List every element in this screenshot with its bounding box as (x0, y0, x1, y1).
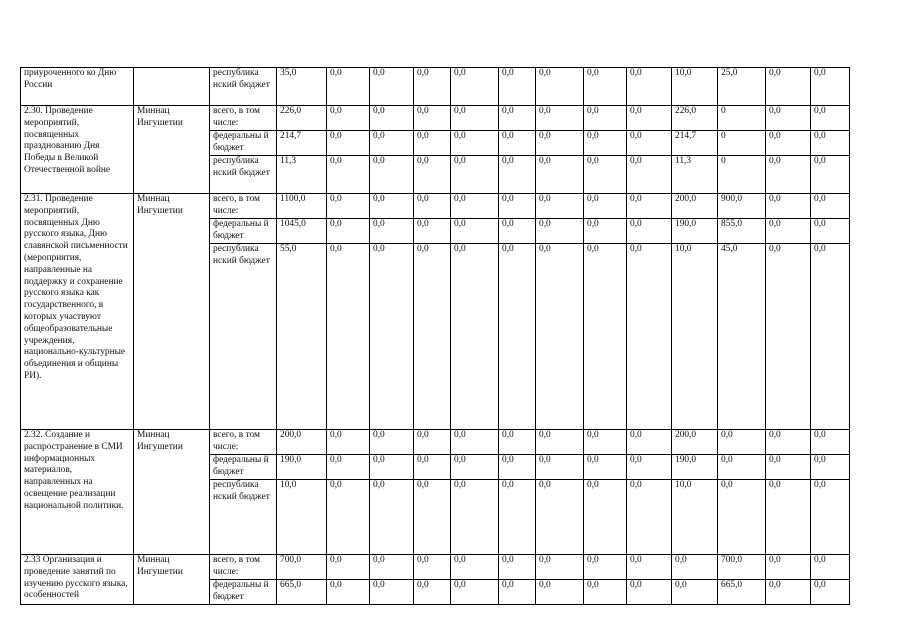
amount-cell: 0,0 (584, 156, 627, 194)
amount-cell: 0,0 (718, 455, 766, 480)
amount-cell: 0,0 (451, 455, 499, 480)
amount-cell: 0,0 (536, 580, 584, 605)
amount-cell: 25,0 (718, 68, 766, 106)
amount-cell: 0,0 (584, 244, 627, 430)
amount-cell: 10,0 (672, 244, 718, 430)
amount-cell: 0,0 (811, 244, 850, 430)
table-row (21, 106, 850, 131)
amount-cell: 0,0 (414, 68, 451, 106)
funding-source-cell: республика нский бюджет (210, 480, 277, 555)
funding-source-cell: федеральны й бюджет (210, 131, 277, 156)
amount-cell: 0,0 (536, 219, 584, 244)
measure-cell: 2.33 Организация и проведение занятий по изучению русского языка, особенностей (21, 555, 134, 605)
amount-cell: 226,0 (672, 106, 718, 131)
amount-cell: 0,0 (451, 430, 499, 455)
amount-cell: 10,0 (277, 480, 327, 555)
amount-cell: 0,0 (536, 455, 584, 480)
amount-cell: 0,0 (584, 430, 627, 455)
amount-cell: 0,0 (451, 580, 499, 605)
amount-cell: 0,0 (370, 68, 414, 106)
amount-cell: 0,0 (627, 455, 672, 480)
amount-cell: 0,0 (766, 244, 811, 430)
amount-cell: 0,0 (414, 555, 451, 580)
executor-cell: Миннац Ингушетии (134, 194, 210, 430)
amount-cell: 0,0 (327, 194, 370, 219)
amount-cell: 0,0 (536, 430, 584, 455)
amount-cell: 0,0 (627, 244, 672, 430)
amount-cell: 0,0 (766, 156, 811, 194)
amount-cell: 11,3 (277, 156, 327, 194)
amount-cell: 0,0 (451, 131, 499, 156)
amount-cell: 0,0 (451, 106, 499, 131)
amount-cell: 0,0 (811, 156, 850, 194)
amount-cell: 0,0 (414, 480, 451, 555)
amount-cell: 0,0 (499, 244, 536, 430)
amount-cell: 0,0 (327, 580, 370, 605)
amount-cell: 0 (718, 106, 766, 131)
funding-source-cell: федеральны й бюджет (210, 219, 277, 244)
amount-cell: 0,0 (584, 131, 627, 156)
amount-cell: 0,0 (627, 480, 672, 555)
amount-cell: 0,0 (811, 555, 850, 580)
funding-source-cell: федеральны й бюджет (210, 455, 277, 480)
executor-cell: Миннац Ингушетии (134, 106, 210, 194)
amount-cell: 0,0 (370, 580, 414, 605)
amount-cell: 0,0 (499, 106, 536, 131)
amount-cell: 0 (718, 156, 766, 194)
amount-cell: 0,0 (499, 430, 536, 455)
amount-cell: 0,0 (584, 219, 627, 244)
amount-cell: 0,0 (584, 194, 627, 219)
amount-cell: 200,0 (672, 194, 718, 219)
funding-source-cell: республика нский бюджет (210, 156, 277, 194)
amount-cell: 10,0 (672, 68, 718, 106)
amount-cell: 0,0 (370, 106, 414, 131)
funding-source-cell: республика нский бюджет (210, 244, 277, 430)
amount-cell: 0,0 (327, 430, 370, 455)
amount-cell: 0,0 (811, 455, 850, 480)
amount-cell: 0,0 (627, 131, 672, 156)
amount-cell: 0,0 (327, 68, 370, 106)
amount-cell: 0,0 (718, 430, 766, 455)
amount-cell: 0,0 (536, 244, 584, 430)
funding-source-cell: всего, в том числе: (210, 430, 277, 455)
amount-cell: 190,0 (277, 455, 327, 480)
amount-cell: 0,0 (766, 555, 811, 580)
amount-cell: 0,0 (327, 131, 370, 156)
funding-source-cell: всего, в том числе: (210, 106, 277, 131)
amount-cell: 0,0 (451, 480, 499, 555)
amount-cell: 665,0 (718, 580, 766, 605)
amount-cell: 0,0 (584, 580, 627, 605)
amount-cell: 0,0 (327, 480, 370, 555)
amount-cell: 0,0 (766, 68, 811, 106)
amount-cell: 0,0 (536, 106, 584, 131)
amount-cell: 0,0 (327, 244, 370, 430)
amount-cell: 0,0 (811, 106, 850, 131)
measure-cell: 2.31. Проведение мероприятий, посвященных Дню русского языка, Дню славянской письменности (мероприятия, направленные на поддержку и сохранение русского языка как государственного, в которых участвуют общеобразовательные учреждения, национально-культурные объединения и общины РИ). (21, 194, 134, 430)
amount-cell: 0,0 (499, 219, 536, 244)
amount-cell: 0,0 (536, 480, 584, 555)
amount-cell: 0,0 (327, 555, 370, 580)
amount-cell: 0,0 (327, 219, 370, 244)
amount-cell: 35,0 (277, 68, 327, 106)
table-row (21, 68, 850, 106)
amount-cell: 200,0 (277, 430, 327, 455)
amount-cell: 0,0 (499, 131, 536, 156)
table-row (21, 194, 850, 219)
amount-cell: 0,0 (370, 244, 414, 430)
amount-cell: 0,0 (499, 580, 536, 605)
amount-cell: 0,0 (414, 455, 451, 480)
amount-cell: 700,0 (718, 555, 766, 580)
amount-cell: 0,0 (451, 244, 499, 430)
amount-cell: 45,0 (718, 244, 766, 430)
amount-cell: 0,0 (811, 580, 850, 605)
executor-cell: Миннац Ингушетии (134, 430, 210, 555)
amount-cell: 0,0 (451, 219, 499, 244)
amount-cell: 0,0 (327, 156, 370, 194)
amount-cell: 0,0 (536, 156, 584, 194)
amount-cell: 0,0 (627, 219, 672, 244)
amount-cell: 0,0 (499, 555, 536, 580)
amount-cell: 0,0 (499, 480, 536, 555)
table-row (21, 555, 850, 580)
amount-cell: 0,0 (811, 131, 850, 156)
amount-cell: 214,7 (277, 131, 327, 156)
amount-cell: 0,0 (451, 68, 499, 106)
amount-cell: 0,0 (499, 156, 536, 194)
amount-cell: 190,0 (672, 219, 718, 244)
amount-cell: 0,0 (451, 555, 499, 580)
amount-cell: 0,0 (370, 219, 414, 244)
amount-cell: 0,0 (584, 106, 627, 131)
amount-cell: 1045,0 (277, 219, 327, 244)
amount-cell: 1100,0 (277, 194, 327, 219)
amount-cell: 0,0 (766, 580, 811, 605)
executor-cell (134, 68, 210, 106)
amount-cell: 0,0 (584, 480, 627, 555)
funding-source-cell: всего, в том числе: (210, 555, 277, 580)
amount-cell: 0,0 (584, 455, 627, 480)
amount-cell: 0,0 (766, 480, 811, 555)
amount-cell: 0,0 (536, 194, 584, 219)
amount-cell: 0,0 (766, 430, 811, 455)
amount-cell: 0,0 (627, 106, 672, 131)
amount-cell: 0 (718, 131, 766, 156)
amount-cell: 0,0 (327, 455, 370, 480)
amount-cell: 0,0 (370, 131, 414, 156)
amount-cell: 0,0 (370, 555, 414, 580)
amount-cell: 0,0 (414, 131, 451, 156)
amount-cell: 226,0 (277, 106, 327, 131)
amount-cell: 0,0 (499, 455, 536, 480)
amount-cell: 0,0 (584, 68, 627, 106)
amount-cell: 190,0 (672, 455, 718, 480)
funding-source-cell: всего, в том числе: (210, 194, 277, 219)
amount-cell: 0,0 (811, 194, 850, 219)
amount-cell: 0,0 (370, 194, 414, 219)
amount-cell: 0,0 (811, 219, 850, 244)
measure-cell: 2.30. Проведение мероприятий, посвященных празднованию Дня Победы в Великой Отечественной войне (21, 106, 134, 194)
amount-cell: 11,3 (672, 156, 718, 194)
amount-cell: 0,0 (536, 555, 584, 580)
amount-cell: 0,0 (672, 580, 718, 605)
amount-cell: 10,0 (672, 480, 718, 555)
amount-cell: 0,0 (370, 455, 414, 480)
amount-cell: 0,0 (627, 194, 672, 219)
amount-cell: 0,0 (627, 430, 672, 455)
amount-cell: 0,0 (766, 194, 811, 219)
amount-cell: 0,0 (627, 156, 672, 194)
amount-cell: 0,0 (414, 156, 451, 194)
amount-cell: 0,0 (584, 555, 627, 580)
amount-cell: 0,0 (766, 455, 811, 480)
amount-cell: 0,0 (414, 430, 451, 455)
amount-cell: 0,0 (536, 131, 584, 156)
amount-cell: 0,0 (718, 480, 766, 555)
amount-cell: 0,0 (414, 219, 451, 244)
measure-cell: приуроченного ко Дню России (21, 68, 134, 106)
amount-cell: 0,0 (370, 156, 414, 194)
funding-source-cell: федеральны й бюджет (210, 580, 277, 605)
amount-cell: 0,0 (766, 219, 811, 244)
amount-cell: 214,7 (672, 131, 718, 156)
amount-cell: 0,0 (414, 580, 451, 605)
budget-table (20, 67, 850, 605)
amount-cell: 0,0 (370, 480, 414, 555)
amount-cell: 700,0 (277, 555, 327, 580)
amount-cell: 0,0 (327, 106, 370, 131)
amount-cell: 0,0 (627, 580, 672, 605)
amount-cell: 0,0 (499, 194, 536, 219)
amount-cell: 0,0 (766, 106, 811, 131)
amount-cell: 0,0 (499, 68, 536, 106)
amount-cell: 0,0 (627, 68, 672, 106)
amount-cell: 0,0 (811, 430, 850, 455)
amount-cell: 0,0 (536, 68, 584, 106)
amount-cell: 0,0 (414, 194, 451, 219)
funding-source-cell: республика нский бюджет (210, 68, 277, 106)
amount-cell: 0,0 (414, 244, 451, 430)
amount-cell: 0,0 (811, 68, 850, 106)
amount-cell: 0,0 (414, 106, 451, 131)
table-row (21, 430, 850, 455)
amount-cell: 855,0 (718, 219, 766, 244)
amount-cell: 0,0 (811, 480, 850, 555)
measure-cell: 2.32. Создание и распространение в СМИ информационных материалов, направленных на освещение реализации национальной политики. (21, 430, 134, 555)
amount-cell: 900,0 (718, 194, 766, 219)
amount-cell: 0,0 (766, 131, 811, 156)
table-body (21, 68, 850, 605)
amount-cell: 665,0 (277, 580, 327, 605)
amount-cell: 55,0 (277, 244, 327, 430)
amount-cell: 0,0 (370, 430, 414, 455)
amount-cell: 200,0 (672, 430, 718, 455)
amount-cell: 0,0 (451, 156, 499, 194)
amount-cell: 0,0 (672, 555, 718, 580)
amount-cell: 0,0 (451, 194, 499, 219)
executor-cell: Миннац Ингушетии (134, 555, 210, 605)
amount-cell: 0,0 (627, 555, 672, 580)
